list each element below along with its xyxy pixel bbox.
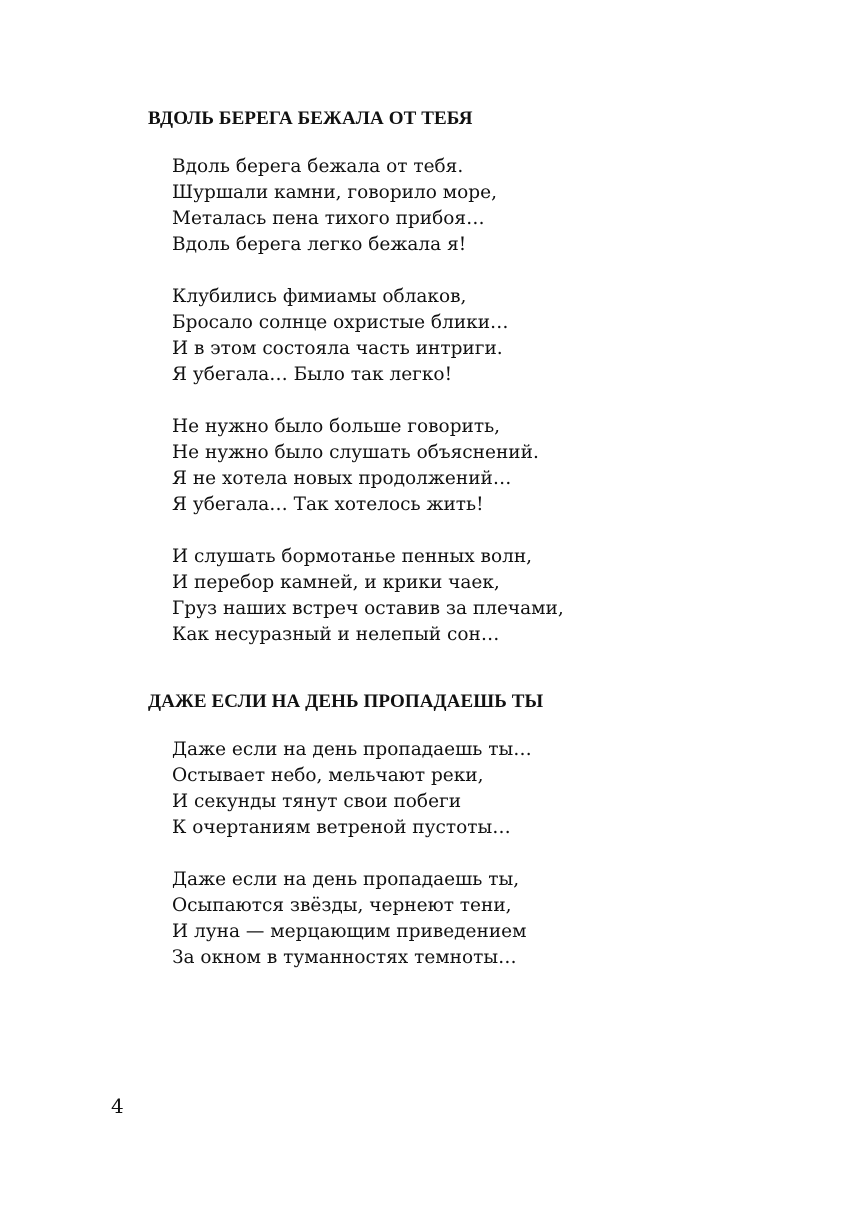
verse-line: И луна — мерцающим приведением — [172, 921, 527, 942]
verse-line: Я убегала… Было так легко! — [172, 364, 453, 385]
verse-line: И в этом состояла часть интриги. — [172, 338, 503, 359]
stanza — [172, 867, 768, 971]
verse-line: И перебор камней, и крики чаек, — [172, 572, 500, 593]
verse-line: Вдоль берега бежала от тебя. — [172, 156, 464, 177]
poem-title: ВДОЛЬ БЕРЕГА БЕЖАЛА ОТ ТЕБЯ — [148, 108, 473, 129]
verse-line: Остывает небо, мельчают реки, — [172, 765, 484, 786]
verse-line: Шуршали камни, говорило море, — [172, 182, 497, 203]
verse-line: Осыпаются звёзды, чернеют тени, — [172, 895, 512, 916]
verse-line: К очертаниям ветреной пустоты… — [172, 817, 511, 838]
verse-line: И слушать бормотанье пенных волн, — [172, 546, 533, 567]
verse-line: И секунды тянут свои побеги — [172, 791, 462, 812]
stanza — [172, 544, 768, 648]
verse-line: Даже если на день пропадаешь ты… — [172, 739, 532, 760]
verse-line: Как несуразный и нелепый сон… — [172, 624, 500, 645]
page-number: 4 — [111, 1094, 124, 1118]
poem-title: ДАЖЕ ЕСЛИ НА ДЕНЬ ПРОПАДАЕШЬ ТЫ — [148, 691, 544, 712]
stanza — [172, 737, 768, 841]
verse-line: За окном в туманностях темноты… — [172, 947, 517, 968]
poem — [148, 106, 768, 674]
verse-line: Клубились фимиамы облаков, — [172, 286, 467, 307]
verse-line: Я не хотела новых продолжений… — [172, 468, 512, 489]
stanza — [172, 414, 768, 518]
verse-line: Металась пена тихого прибоя… — [172, 208, 485, 229]
verse-line: Не нужно было больше говорить, — [172, 416, 501, 437]
verse-line: Я убегала… Так хотелось жить! — [172, 494, 484, 515]
verse-line: Груз наших встреч оставив за плечами, — [172, 598, 564, 619]
stanza — [172, 284, 768, 388]
verse-line: Даже если на день пропадаешь ты, — [172, 869, 520, 890]
verse-line: Вдоль берега легко бежала я! — [172, 234, 467, 255]
stanza — [172, 154, 768, 258]
poem — [148, 689, 768, 997]
verse-line: Не нужно было слушать объяснений. — [172, 442, 539, 463]
verse-line: Бросало солнце охристые блики… — [172, 312, 509, 333]
